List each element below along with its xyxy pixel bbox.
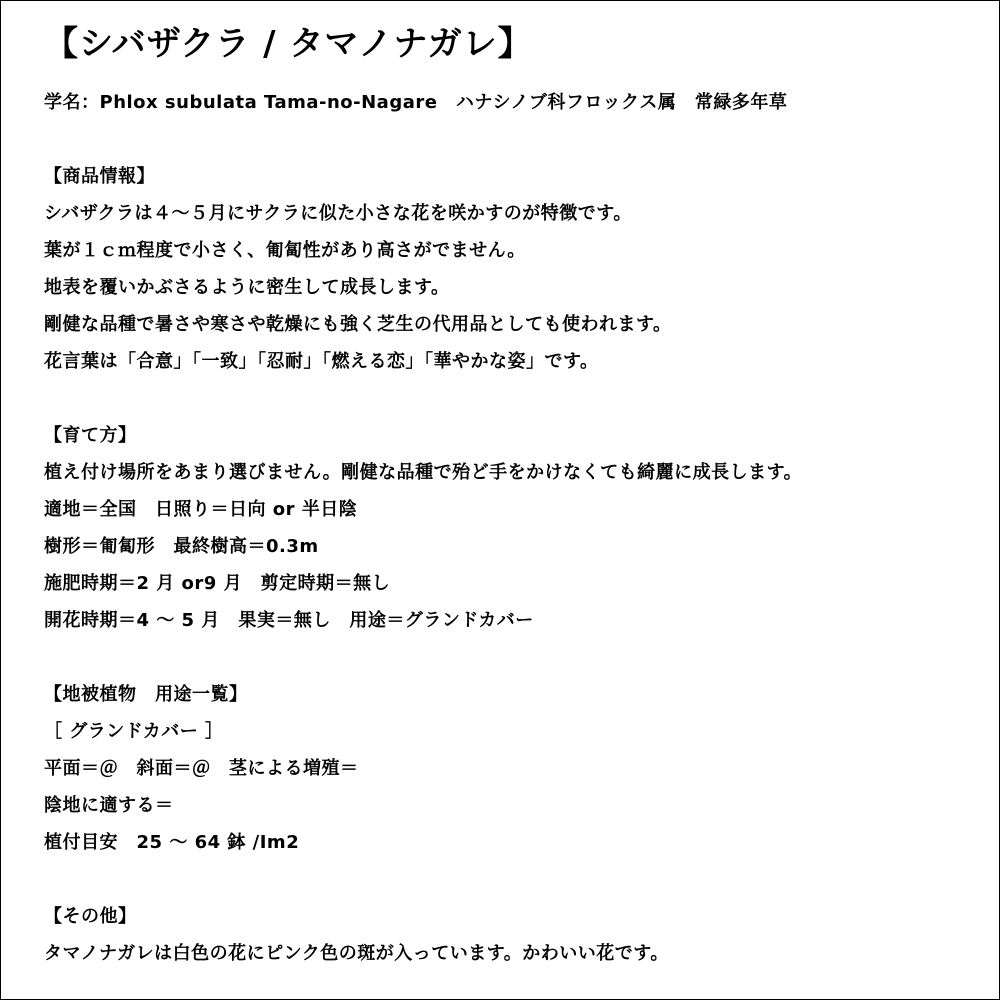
- product-info-line: 地表を覆いかぶさるように密生して成長します。: [44, 277, 450, 298]
- spacer: [44, 861, 984, 898]
- growing-line: 開花時期＝4 ～ 5 月 果実＝無し 用途＝グランドカバー: [44, 610, 534, 631]
- product-info-line: シバザクラは４～５月にサクラに似た小さな花を咲かすのが特徴です。: [44, 203, 632, 224]
- spacer: [44, 380, 984, 417]
- product-info-line: 剛健な品種で暑さや寒さや乾燥にも強く芝生の代用品としても使われます。: [44, 314, 672, 335]
- growing-line: 適地＝全国 日照り＝日向 or 半日陰: [44, 499, 358, 520]
- growing-line: 植え付け場所をあまり選びません。剛健な品種で殆ど手をかけなくても綺麗に成長します。: [44, 462, 803, 483]
- section-heading-product-info: 【商品情報】: [44, 166, 155, 187]
- ground-cover-line: 陰地に適する＝: [44, 795, 174, 816]
- ground-cover-line: ［ グランドカバー ］: [44, 721, 224, 742]
- scientific-name: 学名：Phlox subulata Tama-no-Nagare ハナシノブ科フロックス属 常緑多年草: [44, 92, 788, 113]
- product-info-line: 葉が１ｃｍ程度で小さく、匍匐性があり高さがでません。: [44, 240, 526, 261]
- ground-cover-line: 平面＝＠ 斜面＝＠ 茎による増殖＝: [44, 758, 359, 779]
- section-heading-ground-cover: 【地被植物 用途一覧】: [44, 684, 248, 705]
- growing-line: 樹形＝匍匐形 最終樹高＝0.3m: [44, 536, 319, 557]
- section-heading-other: 【その他】: [44, 906, 137, 927]
- document-content: [44, 24, 984, 972]
- other-line: タマノナガレは白色の花にピンク色の斑が入っています。かわいい花です。: [44, 943, 669, 964]
- spacer: [44, 639, 984, 676]
- page-title: 【シバザクラ / タマノナガレ】: [44, 24, 533, 64]
- ground-cover-line: 植付目安 25 ～ 64 鉢 /Im2: [44, 832, 300, 853]
- section-heading-growing: 【育て方】: [44, 425, 137, 446]
- spacer: [44, 121, 984, 158]
- product-info-line: 花言葉は「合意」「一致」「忍耐」「燃える恋」「華やかな姿」です。: [44, 351, 599, 372]
- growing-line: 施肥時期＝2 月 or9 月 剪定時期＝無し: [44, 573, 391, 594]
